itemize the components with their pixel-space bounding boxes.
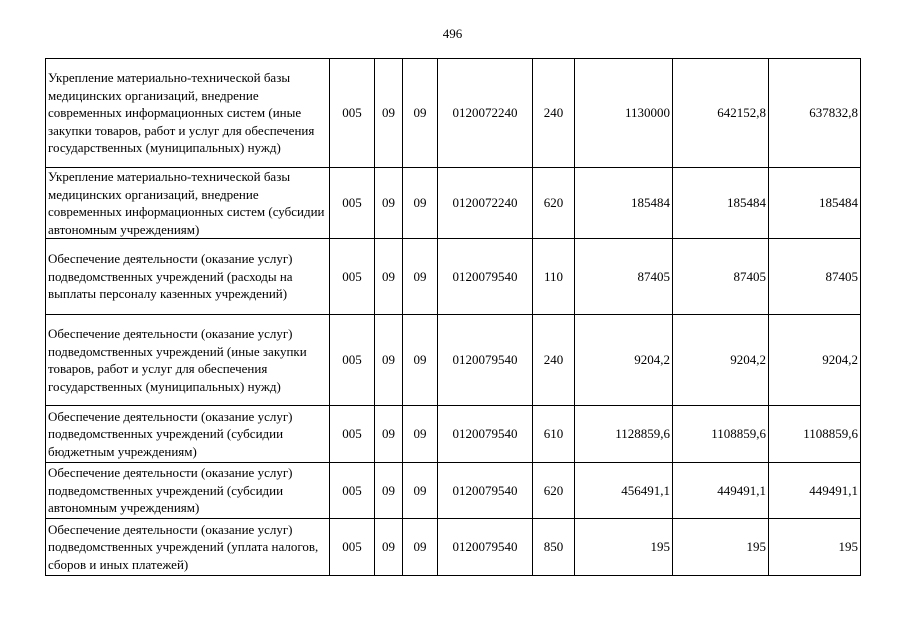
cell-expense-kind: 620 (533, 463, 575, 519)
cell-amount-1: 1128859,6 (575, 406, 673, 463)
cell-section: 09 (375, 315, 403, 406)
cell-name: Обеспечение деятельности (оказание услуг) подведомственных учреждений (иные закупки товаров, работ и услуг для обеспечения государственных (муниципальных) нужд) (46, 315, 330, 406)
cell-target-article: 0120072240 (438, 59, 533, 168)
table-row (46, 315, 861, 406)
cell-target-article: 0120079540 (438, 463, 533, 519)
cell-amount-3: 449491,1 (769, 463, 861, 519)
cell-section: 09 (375, 406, 403, 463)
cell-amount-1: 87405 (575, 239, 673, 315)
cell-amount-3: 9204,2 (769, 315, 861, 406)
cell-amount-1: 1130000 (575, 59, 673, 168)
cell-amount-1: 456491,1 (575, 463, 673, 519)
cell-section: 09 (375, 59, 403, 168)
cell-amount-3: 1108859,6 (769, 406, 861, 463)
cell-name: Укрепление материально-технической базы медицинских организаций, внедрение современных информационных систем (субсидии автономным учреждениям) (46, 168, 330, 239)
cell-target-article: 0120079540 (438, 406, 533, 463)
cell-name: Обеспечение деятельности (оказание услуг) подведомственных учреждений (расходы на выплаты персоналу казенных учреждений) (46, 239, 330, 315)
cell-section: 09 (375, 463, 403, 519)
cell-amount-2: 449491,1 (673, 463, 769, 519)
table-row (46, 406, 861, 463)
cell-target-article: 0120079540 (438, 239, 533, 315)
cell-amount-3: 195 (769, 519, 861, 576)
cell-ministry: 005 (330, 59, 375, 168)
cell-expense-kind: 240 (533, 315, 575, 406)
table-row (46, 463, 861, 519)
cell-name: Обеспечение деятельности (оказание услуг) подведомственных учреждений (субсидии автономным учреждениям) (46, 463, 330, 519)
cell-name: Обеспечение деятельности (оказание услуг) подведомственных учреждений (уплата налогов, сборов и иных платежей) (46, 519, 330, 576)
cell-target-article: 0120079540 (438, 315, 533, 406)
cell-subsection: 09 (403, 239, 438, 315)
cell-target-article: 0120072240 (438, 168, 533, 239)
cell-name: Обеспечение деятельности (оказание услуг) подведомственных учреждений (субсидии бюджетным учреждениям) (46, 406, 330, 463)
budget-table (45, 58, 861, 576)
cell-amount-3: 185484 (769, 168, 861, 239)
cell-section: 09 (375, 239, 403, 315)
cell-subsection: 09 (403, 315, 438, 406)
cell-amount-1: 185484 (575, 168, 673, 239)
cell-ministry: 005 (330, 519, 375, 576)
cell-ministry: 005 (330, 239, 375, 315)
cell-amount-3: 87405 (769, 239, 861, 315)
cell-ministry: 005 (330, 168, 375, 239)
cell-subsection: 09 (403, 59, 438, 168)
cell-amount-2: 185484 (673, 168, 769, 239)
table-row (46, 519, 861, 576)
cell-ministry: 005 (330, 406, 375, 463)
cell-amount-1: 195 (575, 519, 673, 576)
cell-expense-kind: 610 (533, 406, 575, 463)
cell-subsection: 09 (403, 463, 438, 519)
cell-amount-2: 195 (673, 519, 769, 576)
cell-amount-3: 637832,8 (769, 59, 861, 168)
cell-amount-2: 87405 (673, 239, 769, 315)
cell-ministry: 005 (330, 315, 375, 406)
cell-amount-2: 1108859,6 (673, 406, 769, 463)
cell-subsection: 09 (403, 519, 438, 576)
cell-amount-1: 9204,2 (575, 315, 673, 406)
table-row (46, 168, 861, 239)
cell-target-article: 0120079540 (438, 519, 533, 576)
cell-amount-2: 9204,2 (673, 315, 769, 406)
page-number: 496 (442, 26, 463, 41)
cell-section: 09 (375, 168, 403, 239)
cell-subsection: 09 (403, 168, 438, 239)
table-row (46, 239, 861, 315)
cell-expense-kind: 240 (533, 59, 575, 168)
cell-expense-kind: 620 (533, 168, 575, 239)
cell-name: Укрепление материально-технической базы медицинских организаций, внедрение современных информационных систем (иные закупки товаров, работ и услуг для обеспечения государственных (муниципальных) нужд) (46, 59, 330, 168)
cell-amount-2: 642152,8 (673, 59, 769, 168)
cell-section: 09 (375, 519, 403, 576)
table-row (46, 59, 861, 168)
cell-ministry: 005 (330, 463, 375, 519)
cell-expense-kind: 110 (533, 239, 575, 315)
cell-subsection: 09 (403, 406, 438, 463)
cell-expense-kind: 850 (533, 519, 575, 576)
